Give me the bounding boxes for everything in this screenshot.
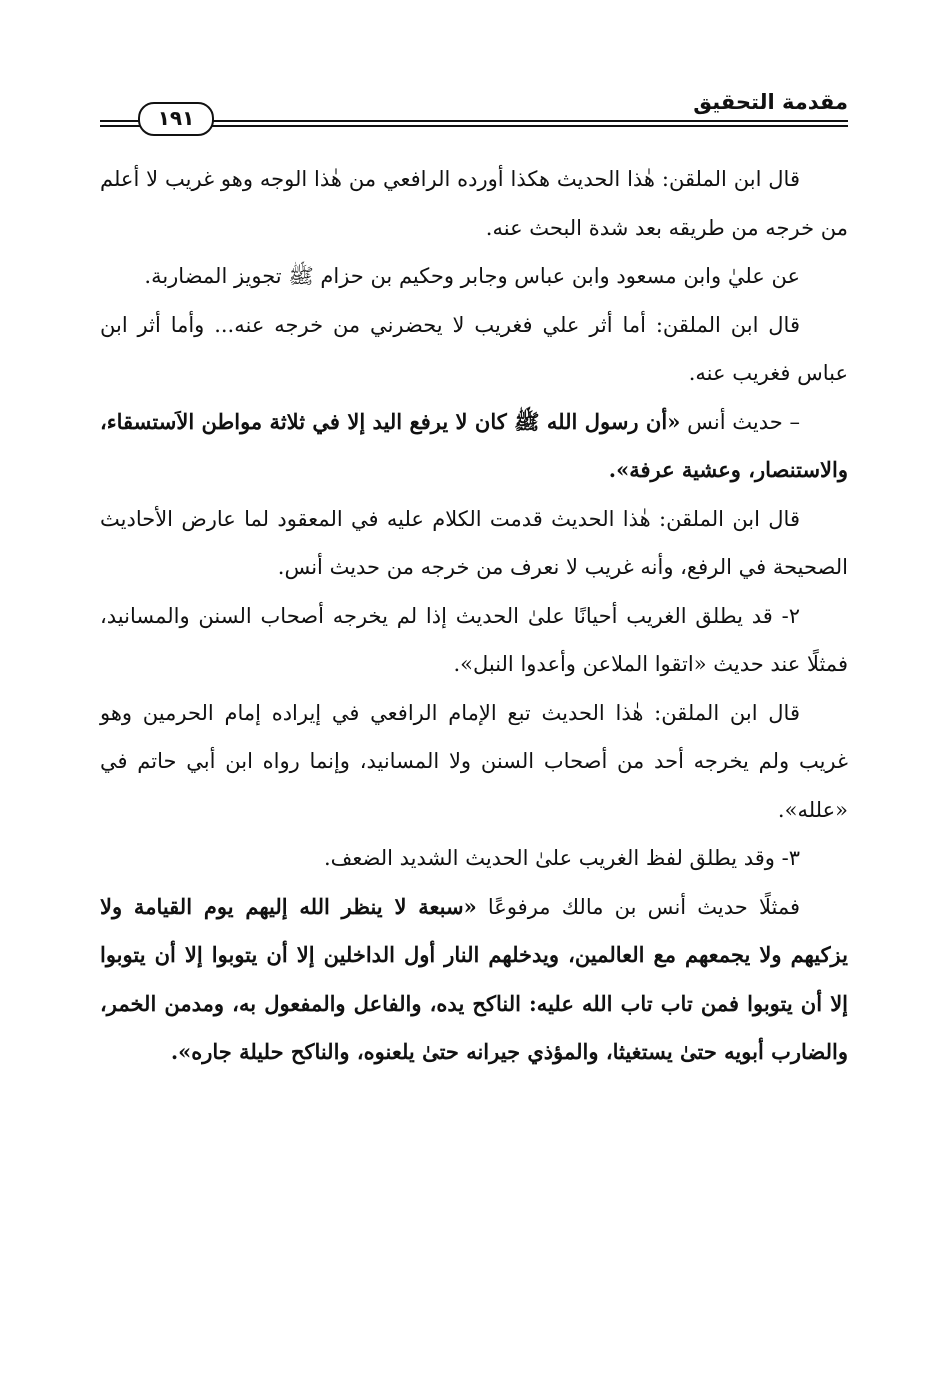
paragraph-3: قال ابن الملقن: أما أثر علي فغريب لا يحضرني من خرجه عنه... وأما أثر ابن عباس فغريب عنه. [100,312,848,385]
paragraph-2: عن عليٰ وابن مسعود وابن عباس وجابر وحكيم بن حزام ﷺ تجويز المضاربة. [144,264,800,288]
paragraph-9 [100,883,848,1077]
paragraph-8: ٣- وقد يطلق لفظ الغريب علىٰ الحديث الشديد الضعف. [324,846,800,870]
paragraph-4 [100,398,848,495]
running-title: مقدمة التحقيق [693,90,848,114]
page-body [100,155,848,1077]
paragraph-6: ٢- قد يطلق الغريب أحيانًا علىٰ الحديث إذا لم يخرجه أصحاب السنن والمسانيد، فمثلًا عند حديث «اتقوا الملاعن وأعدوا النبل». [100,603,848,676]
paragraph-9-lead: فمثلًا حديث أنس بن مالك مرفوعًا [476,894,800,919]
paragraph-4-lead: – حديث أنس [680,409,801,434]
paragraph-5: قال ابن الملقن: هٰذا الحديث قدمت الكلام عليه في المعقود لما عارض الأحاديث الصحيحة في الرفع، وأنه غريب لا نعرف من خرجه من حديث أنس. [100,506,848,579]
page-header [100,88,848,136]
page-number: ١٩١ [138,102,214,136]
hadith-quote-2: «سبعة لا ينظر الله إليهم يوم القيامة ولا يزكيهم ولا يجمعهم مع العالمين، ويدخلهم النار أول الداخلين إلا أن يتوبوا إلا أن يتوبوا إلا أن يتوبوا فمن تاب تاب الله عليه: الناكح يده، والفاعل والمفعول به، ومدمن الخمر، والضارب أبويه حتىٰ يستغيثا، والمؤذي جيرانه حتىٰ يلعنوه، والناكح حليلة جاره». [100,893,849,1064]
paragraph-1: قال ابن الملقن: هٰذا الحديث هكذا أورده الرافعي من هٰذا الوجه وهو غريب لا أعلم من خرجه من طريقه بعد شدة البحث عنه. [100,167,848,240]
hadith-quote-1: «أن رسول الله ﷺ كان لا يرفع اليد إلا في ثلاثة مواطن الاَستسقاء، والاستنصار، وعشية عرفة». [100,408,848,482]
paragraph-7: قال ابن الملقن: هٰذا الحديث تبع الإمام الرافعي في إيراده إمام الحرمين وهو غريب ولم يخرجه أحد من أصحاب السنن ولا المسانيد، وإنما رواه ابن أبي حاتم في «علله». [100,700,848,822]
